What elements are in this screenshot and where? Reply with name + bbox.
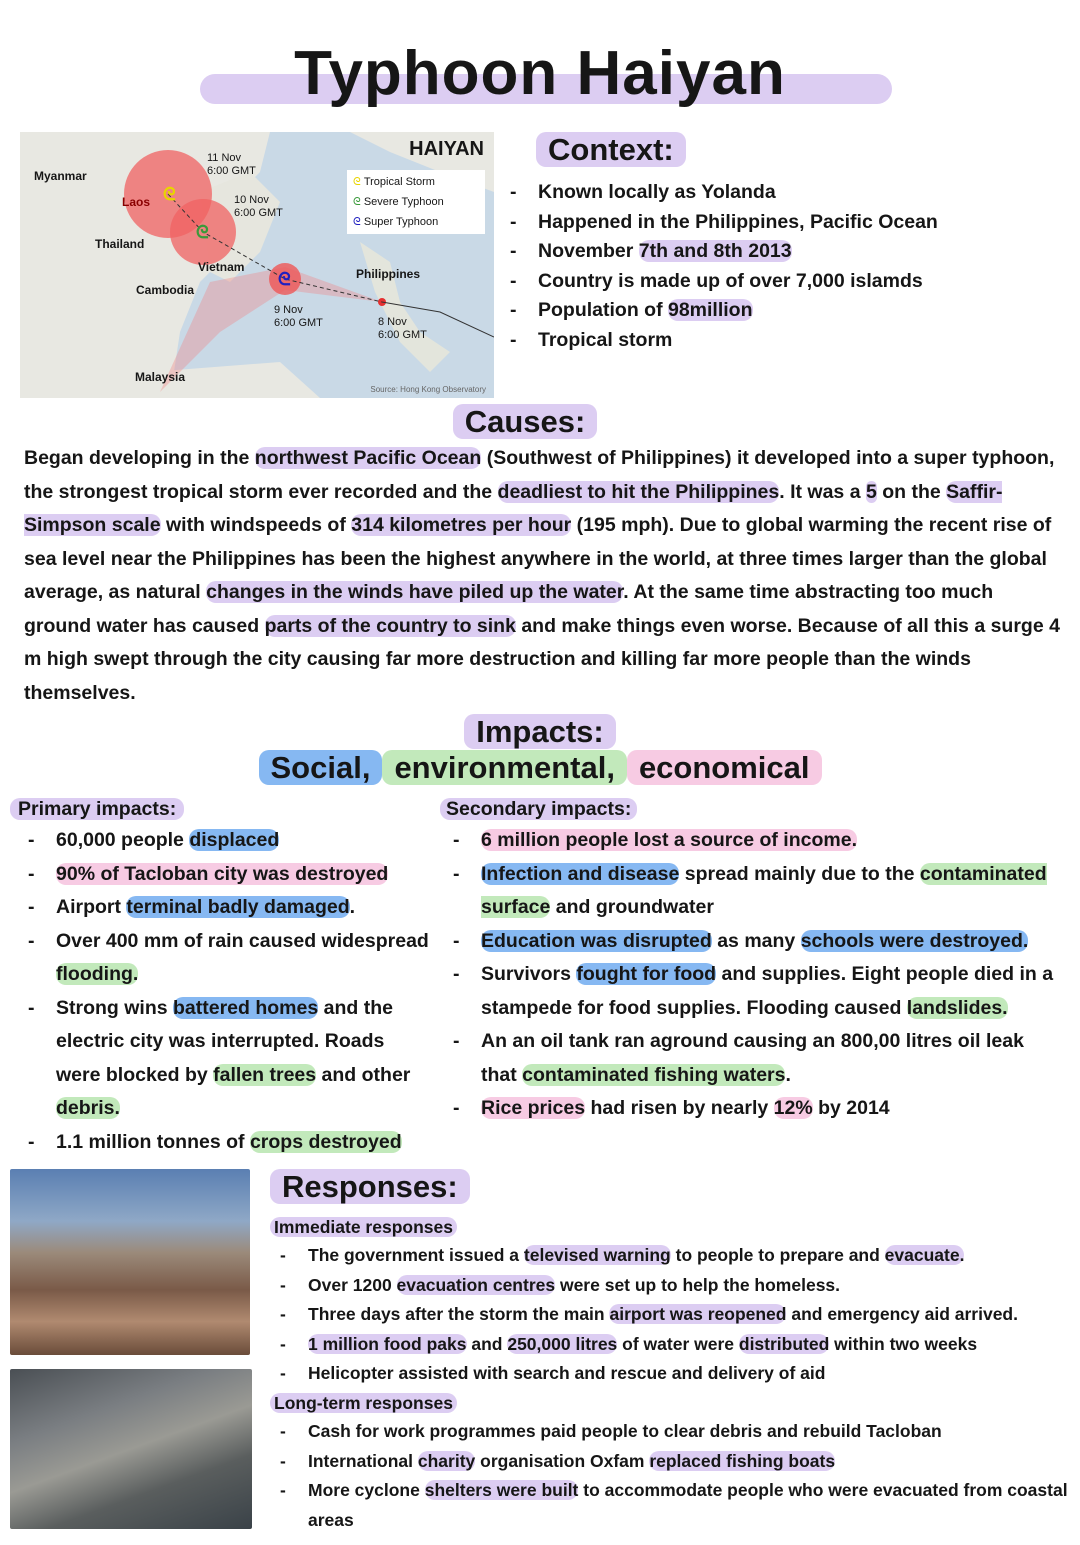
- highlighted-text: contaminated fishing waters: [522, 1063, 786, 1086]
- context-list: [510, 178, 1080, 356]
- map-label-country: Philippines: [356, 267, 421, 281]
- highlighted-text: 250,000 litres: [507, 1333, 618, 1354]
- list-item: [510, 237, 1080, 267]
- text-segment: November: [538, 240, 639, 263]
- highlighted-text: fallen trees: [213, 1063, 317, 1086]
- highlighted-text: Infection and disease: [481, 862, 680, 885]
- highlighted-text: shelters were built: [424, 1480, 579, 1501]
- list-item: [280, 1417, 1080, 1447]
- typhoon-track-map: [20, 132, 494, 398]
- map-label-country: Laos: [122, 195, 151, 209]
- list-item: [510, 178, 1080, 208]
- text-segment: to people to prepare and: [670, 1245, 885, 1265]
- highlighted-text: replaced fishing boats: [649, 1450, 836, 1471]
- text-segment: as many: [711, 929, 801, 952]
- map-date-label: 10 Nov 6:00 GMT: [234, 194, 283, 219]
- list-item: [28, 1126, 430, 1160]
- map-title: HAIYAN: [409, 138, 484, 160]
- text-segment: Tropical storm: [538, 328, 673, 351]
- list-item: [280, 1476, 1080, 1535]
- highlighted-text: landslides.: [906, 996, 1008, 1019]
- highlighted-text: 12%: [773, 1097, 813, 1119]
- list-item: [280, 1241, 1080, 1271]
- context-heading: Context:: [536, 132, 1080, 168]
- top-row: [0, 132, 1080, 398]
- highlighted-text: deadliest to hit the Philippines: [497, 480, 780, 503]
- highlighted-text: 5: [865, 480, 877, 503]
- svg-text:ᘓ: ᘓ: [278, 269, 291, 289]
- highlighted-text: 1 million food paks: [308, 1333, 467, 1354]
- text-segment: were set up to help the homeless.: [555, 1274, 841, 1295]
- highlighted-text: evacuate.: [884, 1245, 965, 1265]
- list-item: [28, 824, 430, 858]
- map-date-label: 8 Nov 6:00 GMT: [378, 316, 427, 341]
- text-segment: of water were: [617, 1333, 739, 1354]
- text-segment: Population of: [538, 299, 668, 322]
- highlighted-text: evacuation centres: [396, 1274, 556, 1295]
- map-label-country: Vietnam: [198, 260, 245, 274]
- text-segment: and make things even worse. Because of all this a surge 4 m high swept through the city causing far more destruction and killing far more people than the winds themselves.: [24, 614, 1060, 704]
- text-segment: Country is made up of over 7,000 islamds: [538, 269, 923, 292]
- highlighted-text: contaminated surface: [481, 862, 1047, 918]
- secondary-impacts: [440, 794, 1055, 1126]
- list-item: [453, 958, 1055, 1025]
- map-legend: [353, 172, 444, 232]
- text-segment: within two weeks: [829, 1333, 978, 1354]
- list-item: [510, 267, 1080, 297]
- text-segment: and groundwater: [550, 896, 714, 918]
- list-item: [280, 1359, 1080, 1389]
- highlighted-text: battered homes: [173, 996, 319, 1019]
- text-segment: Three days after the storm the main: [308, 1304, 610, 1325]
- list-item: [280, 1330, 1080, 1360]
- map-date-label: 11 Nov 6:00 GMT: [207, 152, 256, 177]
- impacts-heading: Impacts:: [0, 714, 1080, 750]
- text-segment: Airport: [56, 896, 127, 918]
- text-segment: The government issued a: [308, 1245, 524, 1265]
- text-segment: Over 1200: [308, 1274, 397, 1295]
- list-item: [453, 858, 1055, 925]
- list-item: [510, 326, 1080, 356]
- highlighted-text: 7th and 8th 2013: [638, 240, 792, 263]
- text-segment: and the electric city was interrupted. Roads were blocked by: [56, 996, 393, 1086]
- text-segment: . At the same time abstracting too much ground water has caused: [24, 581, 994, 637]
- legend-super-typhoon: [353, 212, 444, 232]
- highlighted-text: environmental,: [382, 750, 627, 785]
- text-segment: Happened in the Philippines, Pacific Ocean: [538, 210, 938, 233]
- highlighted-text: Rice prices: [481, 1097, 586, 1119]
- highlighted-text: 314 kilometres per hour: [351, 514, 572, 536]
- secondary-impacts-list: [453, 824, 1055, 1126]
- text-segment: and: [466, 1333, 508, 1354]
- list-item: [453, 1092, 1055, 1126]
- list-item: [280, 1300, 1080, 1330]
- impacts-columns: [0, 794, 1080, 1159]
- text-segment: Strong wins: [56, 996, 173, 1019]
- list-item: [453, 925, 1055, 959]
- text-segment: on the: [876, 480, 947, 503]
- photo-column: [10, 1169, 252, 1529]
- highlighted-text: flooding.: [56, 963, 139, 985]
- primary-impacts-list: [28, 824, 430, 1159]
- highlighted-text: displaced: [189, 829, 280, 851]
- highlighted-text: Social,: [259, 750, 383, 785]
- highlighted-text: 6 million people lost a source of income.: [481, 829, 857, 851]
- highlighted-text: debris.: [56, 1097, 120, 1119]
- photo-aerial-destruction: [10, 1369, 252, 1529]
- list-item: [510, 208, 1080, 238]
- text-segment: organisation Oxfam: [475, 1450, 650, 1471]
- highlighted-text: distributed: [738, 1333, 830, 1354]
- list-item: [28, 992, 430, 1126]
- text-segment: by 2014: [812, 1097, 890, 1119]
- text-segment: . It was a: [779, 480, 866, 503]
- immediate-responses-list: [280, 1241, 1080, 1389]
- legend-label: Super Typhoon: [363, 216, 439, 228]
- list-item: [28, 925, 430, 992]
- legend-label: Severe Typhoon: [363, 196, 444, 208]
- text-segment: and other: [316, 1063, 411, 1086]
- list-item: [453, 1025, 1055, 1092]
- text-segment: spread mainly due to the: [679, 862, 920, 885]
- highlighted-text: economical: [627, 750, 822, 785]
- text-segment: Over 400 mm of rain caused widespread: [56, 929, 429, 952]
- causes-heading: Causes:: [0, 404, 1080, 440]
- highlighted-text: televised warning: [523, 1245, 671, 1265]
- highlighted-text: charity: [417, 1450, 476, 1471]
- text-segment: More cyclone: [308, 1480, 425, 1501]
- list-item: [280, 1271, 1080, 1301]
- highlighted-text: crops destroyed: [249, 1130, 402, 1153]
- longterm-responses-list: [280, 1417, 1080, 1535]
- secondary-impacts-heading: Secondary impacts:: [440, 794, 1055, 824]
- legend-label: Tropical Storm: [363, 176, 435, 188]
- legend-severe-typhoon: [353, 192, 444, 212]
- text-segment: .: [349, 896, 356, 918]
- highlighted-text: parts of the country to sink: [264, 614, 516, 637]
- text-segment: and supplies. Eight people died in a stampede for food supplies. Flooding caused: [481, 963, 1054, 1019]
- map-label-country: Cambodia: [136, 283, 195, 297]
- list-item: [28, 858, 430, 892]
- text-segment: Known locally as Yolanda: [538, 181, 776, 203]
- text-segment: Began developing in the: [24, 447, 255, 469]
- super-typhoon-icon: ᘓ: [353, 216, 361, 228]
- highlighted-text: 90% of Tacloban city was destroyed: [56, 862, 389, 885]
- photo-devastated-town: [10, 1169, 250, 1355]
- map-label-country: Myanmar: [34, 169, 87, 183]
- map-source: Source: Hong Kong Observatory: [370, 385, 486, 394]
- primary-impacts-heading: Primary impacts:: [10, 794, 430, 824]
- severe-typhoon-icon: ᘓ: [353, 196, 361, 208]
- text-segment: Survivors: [481, 963, 577, 985]
- context-section: [510, 132, 1080, 356]
- text-segment: with windspeeds of: [160, 514, 352, 536]
- page-title: Typhoon Haiyan: [294, 39, 786, 108]
- highlighted-text: northwest Pacific Ocean: [254, 447, 482, 469]
- highlighted-text: changes in the winds have piled up the water: [206, 581, 624, 603]
- text-segment: and emergency aid arrived.: [786, 1304, 1018, 1325]
- text-segment: .: [785, 1063, 791, 1086]
- tropical-storm-icon: ᘓ: [353, 176, 361, 188]
- responses-heading: Responses:: [270, 1169, 1080, 1205]
- impacts-subheading: [0, 750, 1080, 786]
- highlighted-text: 98million: [667, 299, 753, 322]
- responses-section: [0, 1169, 1080, 1535]
- text-segment: (Southwest of Philippines) it developed into a super typhoon, the strongest tropical storm ever recorded and the: [24, 447, 1055, 503]
- highlighted-text: schools were destroyed.: [800, 929, 1029, 952]
- svg-text:ᘓ: ᘓ: [163, 184, 176, 204]
- highlighted-text: fought for food: [576, 963, 717, 985]
- text-segment: (195 mph). Due to global warming the recent rise of sea level near the Philippines has been the highest anywhere in the world, at three times larger than the global average, as natural: [24, 514, 1052, 603]
- highlighted-text: Saffir-Simpson scale: [24, 480, 1003, 536]
- primary-impacts: [10, 794, 430, 1159]
- causes-paragraph: [24, 442, 1060, 710]
- text-segment: Cash for work programmes paid people to clear debris and rebuild Tacloban: [308, 1420, 942, 1441]
- legend-tropical-storm: [353, 172, 444, 192]
- immediate-responses-heading: Immediate responses: [270, 1213, 1080, 1241]
- list-item: [453, 824, 1055, 858]
- list-item: [28, 891, 430, 925]
- title-block: [0, 0, 1080, 132]
- text-segment: 1.1 million tonnes of: [56, 1130, 250, 1153]
- map-date-label: 9 Nov 6:00 GMT: [274, 304, 323, 329]
- text-segment: Helicopter assisted with search and rescue and delivery of aid: [308, 1363, 826, 1384]
- text-segment: to accommodate people who were evacuated from coastal areas: [308, 1480, 1068, 1530]
- highlighted-text: Education was disrupted: [481, 929, 712, 952]
- responses-content: [270, 1169, 1080, 1535]
- svg-text:ᘓ: ᘓ: [196, 222, 209, 242]
- map-label-country: Malaysia: [135, 370, 186, 384]
- text-segment: had risen by nearly: [585, 1097, 774, 1119]
- text-segment: An an oil tank ran aground causing an 800,00 litres oil leak that: [481, 1030, 1024, 1086]
- text-segment: International: [308, 1450, 418, 1471]
- map-label-country: Thailand: [95, 237, 145, 251]
- list-item: [280, 1447, 1080, 1477]
- highlighted-text: airport was reopened: [609, 1304, 787, 1325]
- list-item: [510, 296, 1080, 326]
- highlighted-text: terminal badly damaged: [126, 896, 350, 918]
- longterm-responses-heading: Long-term responses: [270, 1389, 1080, 1417]
- text-segment: 60,000 people: [56, 829, 190, 851]
